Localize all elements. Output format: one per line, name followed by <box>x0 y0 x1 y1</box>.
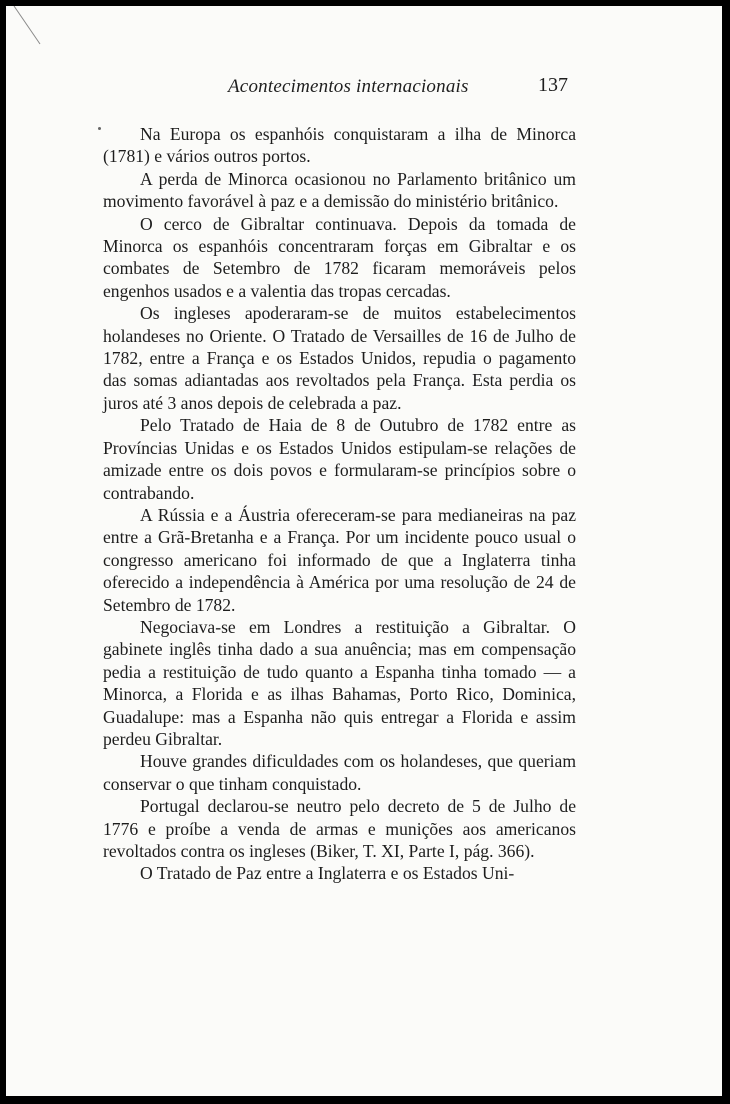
paragraph: Os ingleses apoderaram-se de muitos estabelecimentos holandeses no Oriente. O Tratado de Versailles de 16 de Julho de 1782, entre a França e os Estados Unidos, repudia o pagamento das somas adiantadas aos revoltados pela França. Esta perdia os juros até 3 anos depois de celebrada a paz. <box>103 303 576 413</box>
paragraph: A perda de Minorca ocasionou no Parlamento britânico um movimento favorável à paz e a demissão do ministério britânico. <box>103 168 576 212</box>
paragraph: Pelo Tratado de Haia de 8 de Outubro de 1782 entre as Províncias Unidas e os Estados Unidos estipulam-se relações de amizade entre os dois povos e formularam-se princípios sobre o contrabando. <box>103 415 576 503</box>
paragraph: Portugal declarou-se neutro pelo decreto de 5 de Julho de 1776 e proíbe a venda de armas e munições aos americanos revoltados contra os ingleses (Biker, T. XI, Parte I, pág. 366). <box>103 796 576 861</box>
paragraph: O cerco de Gibraltar continuava. Depois da tomada de Minorca os espanhóis concentraram forças em Gibraltar e os combates de Setembro de 1782 ficaram memoráveis pelos engenhos usados e a valentia das tropas cercadas. <box>103 213 576 301</box>
running-head-title: Acontecimentos internacionais <box>228 76 469 97</box>
book-page <box>6 6 722 1096</box>
stray-ink-dot <box>98 127 101 130</box>
paragraph: A Rússia e a Áustria ofereceram-se para medianeiras na paz entre a Grã-Bretanha e a França. Por um incidente pouco usual o congresso americano foi informado de que a Inglaterra tinha oferecido a independência à América por uma resolução de 24 de Setembro de 1782. <box>103 504 576 615</box>
paragraph: Houve grandes dificuldades com os holandeses, que queriam conservar o que tinham conquistado. <box>103 751 576 794</box>
text-body <box>103 123 576 885</box>
paragraph: Negociava-se em Londres a restituição a Gibraltar. O gabinete inglês tinha dado a sua anuência; mas em compensação pedia a restituição de tudo quanto a Espanha tinha tomado — a Minorca, a Florida e as ilhas Bahamas, Porto Rico, Dominica, Guadalupe: mas a Espanha não quis entregar a Florida e assim perdeu Gibraltar. <box>103 616 576 749</box>
paragraph-continued: O Tratado de Paz entre a Inglaterra e os Estados Uni- <box>140 863 515 884</box>
paragraph: Na Europa os espanhóis conquistaram a ilha de Minorca (1781) e vários outros portos. <box>103 124 576 167</box>
page-number: 137 <box>538 74 568 96</box>
page-crease-mark <box>6 6 46 46</box>
